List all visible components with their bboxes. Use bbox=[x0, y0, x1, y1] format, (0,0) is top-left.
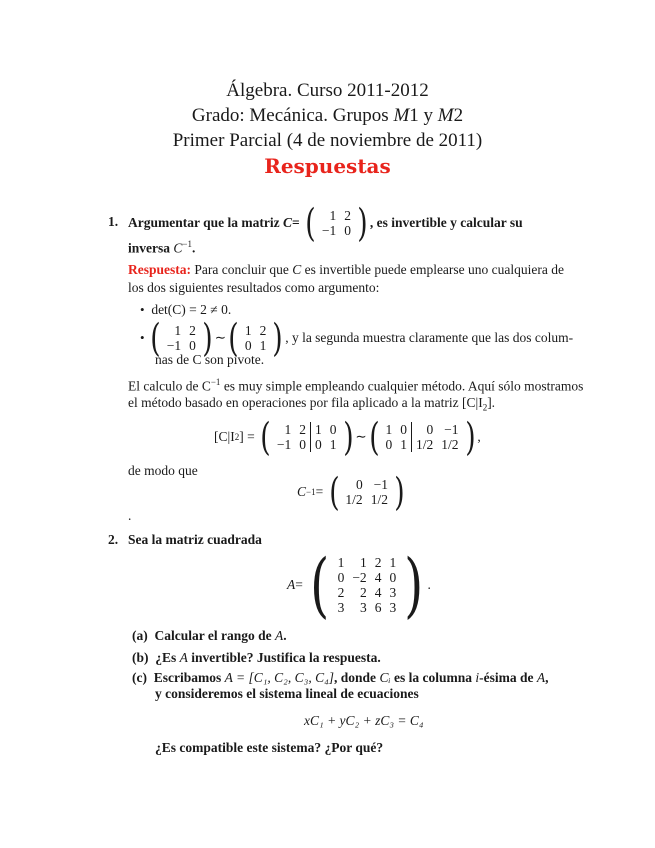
q1-bullet-2: • ( 1 2 −1 0 ) ∼ ( 1 2 0 1 ) , y la segunda muestra claramente que las dos colum- bbox=[140, 316, 574, 360]
linear-system: xC₁ + yC₂ + zC₃ = C₄ bbox=[304, 713, 424, 728]
q1-statement-line2: inversa $C^{-1}$. bbox=[128, 239, 196, 256]
q2-statement: Sea la matriz cuadrada bbox=[128, 532, 262, 547]
augmented-left: ( 1 2 1 0 −1 0 0 1 ) bbox=[260, 415, 354, 459]
q1-bullet-1: • det(C) = 2 ≠ 0. bbox=[140, 302, 232, 317]
q2-part-a: (a) Calcular el rango de A. bbox=[132, 628, 287, 643]
q2-part-c-line2: y consideremos el sistema lineal de ecuaciones bbox=[155, 686, 419, 701]
matrix-a: ( 1 1 2 1 0 −2 4 0 2 2 4 3 3 3 6 3 ) bbox=[310, 544, 424, 626]
document-header bbox=[0, 78, 655, 179]
augmented-right: ( 1 0 0 −1 0 1 1/2 1/2 ) bbox=[368, 415, 476, 459]
group-line: Grado: Mecánica. Grupos M1 y M2 bbox=[191, 105, 464, 126]
matrix-c: ( 1 2 −1 0 ) bbox=[305, 201, 368, 245]
matrix-c-copy: ( 1 2 −1 0 ) bbox=[150, 316, 213, 360]
q2-part-b: (b) ¿Es A invertible? Justifica la respuesta. bbox=[132, 650, 381, 665]
q2-number: 2. bbox=[108, 532, 119, 547]
q1-paragraph-line1: El calculo de $C^{-1}$ es muy simple empleando cualquier método. Aquí sólo mostramos bbox=[128, 377, 584, 394]
augmented-matrix-equation: [C|I 2 ] = ( 1 2 1 0 −1 0 0 1 ) ∼ ( 1 0 0 −1 0 1 1/2 1/2 ) , bbox=[214, 415, 481, 459]
answers-heading: Respuestas bbox=[264, 154, 391, 178]
q1-answer-line1: Respuesta: Para concluir que C es invertible puede emplearse uno cualquiera de bbox=[128, 262, 564, 277]
q1-paragraph-line2: el método basado en operaciones por fila aplicado a la matriz $[C|I_2]$. bbox=[128, 395, 496, 413]
q1-bullet-2-cont: nas de C son pivote. bbox=[155, 352, 265, 367]
matrix-echelon: ( 1 2 0 1 ) bbox=[228, 316, 283, 360]
q2-part-c-question: ¿Es compatible este sistema? ¿Por qué? bbox=[155, 740, 384, 755]
q1-answer-line2: los dos siguientes resultados como argumento: bbox=[128, 280, 380, 295]
q1-statement-line1: Argumentar que la matriz C = ( 1 2 −1 0 ) , es invertible y calcular su bbox=[128, 201, 523, 245]
course-title: Álgebra. Curso 2011-2012 bbox=[226, 80, 429, 101]
q2-part-c: (c) Escribamos A = [C₁, C₂, C₃, C₄], donde Cᵢ es la columna i-ésima de A, bbox=[132, 670, 549, 685]
exam-line: Primer Parcial (4 de noviembre de 2011) bbox=[172, 130, 483, 151]
matrix-a-equation: A = ( 1 1 2 1 0 −2 4 0 2 2 4 3 3 3 6 3 ) . bbox=[287, 544, 431, 626]
inverse-matrix: ( 0 −1 1/2 1/2 ) bbox=[328, 470, 405, 514]
q1-trailing-dot: . bbox=[128, 508, 132, 523]
q1-number: 1. bbox=[108, 214, 119, 229]
q1-de-modo-que: de modo que bbox=[128, 463, 198, 478]
inverse-result: C −1 = ( 0 −1 1/2 1/2 ) bbox=[297, 472, 407, 512]
